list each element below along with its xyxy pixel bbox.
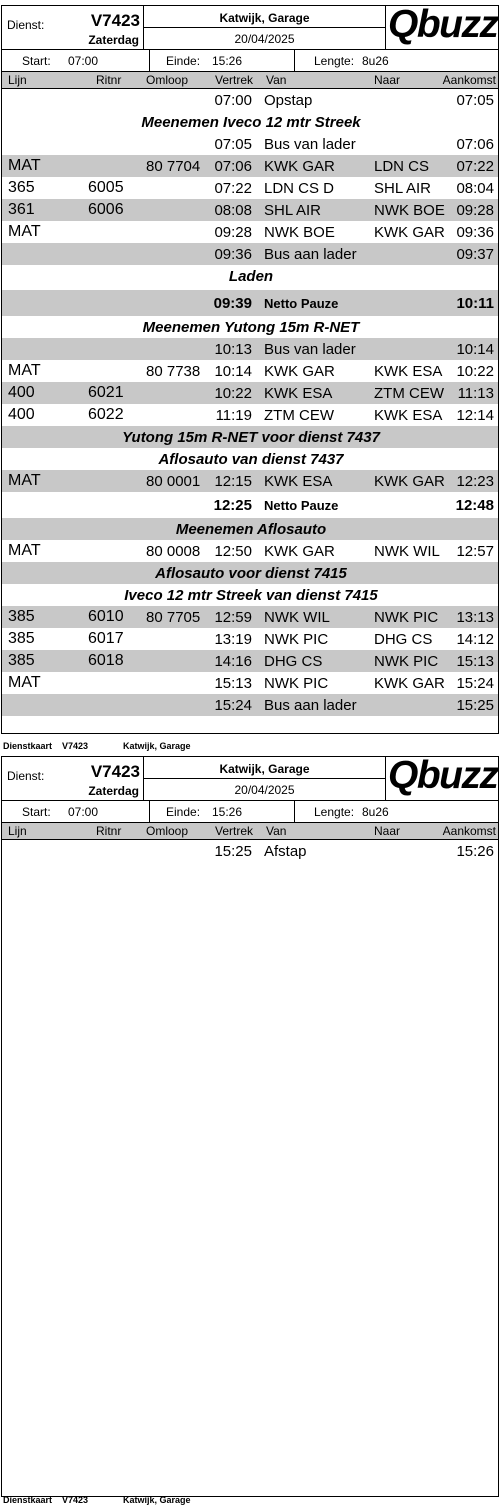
cell-naar: KWK ESA bbox=[374, 363, 443, 380]
col-lijn: Lijn bbox=[8, 73, 27, 87]
trip-row bbox=[2, 540, 498, 562]
cell-van: NWK PIC bbox=[264, 675, 329, 692]
dienst-number: V7423 bbox=[90, 762, 140, 781]
dienstkaart-page-1 bbox=[0, 0, 500, 752]
cell-ritnr: 6022 bbox=[88, 406, 124, 423]
trip-row bbox=[2, 470, 498, 492]
location: Katwijk, Garage bbox=[219, 762, 310, 776]
cell-van: ZTM CEW bbox=[264, 407, 334, 424]
col-vertrek: Vertrek bbox=[215, 73, 254, 87]
section-title: Aflosauto voor dienst 7415 bbox=[155, 565, 347, 582]
cell-van: NWK BOE bbox=[264, 224, 335, 241]
einde-time: 15:26 bbox=[212, 54, 243, 68]
trip-row bbox=[2, 628, 498, 650]
cell-lijn: MAT bbox=[8, 674, 41, 691]
times-bar bbox=[2, 50, 498, 72]
col-aankomst: Aankomst bbox=[442, 824, 496, 838]
section-header bbox=[2, 518, 498, 540]
cell-aankomst: 12:57 bbox=[456, 543, 494, 560]
dienstkaart-page-2 bbox=[0, 752, 500, 1512]
cell-vertrek: 09:28 bbox=[214, 224, 252, 241]
cell-aankomst: 07:05 bbox=[456, 92, 494, 109]
trip-row bbox=[2, 840, 498, 862]
date: 20/04/2025 bbox=[234, 783, 295, 797]
trip-table bbox=[2, 840, 498, 862]
cell-lijn: 400 bbox=[8, 406, 35, 423]
trip-row bbox=[2, 404, 498, 426]
day-of-week: Zaterdag bbox=[88, 33, 139, 47]
cell-aankomst: 09:37 bbox=[456, 246, 494, 263]
page-header bbox=[2, 3, 498, 50]
cell-vertrek: 09:36 bbox=[214, 246, 252, 263]
page-header bbox=[2, 754, 498, 801]
einde-time: 15:26 bbox=[212, 805, 243, 819]
cell-naar: NWK WIL bbox=[374, 543, 440, 560]
cell-aankomst: 09:36 bbox=[456, 224, 494, 241]
section-header bbox=[2, 111, 498, 133]
cell-naar: KWK GAR bbox=[374, 224, 445, 241]
lengte-value: 8u26 bbox=[362, 805, 389, 819]
cell-van: NWK PIC bbox=[264, 631, 329, 648]
cell-vertrek: 10:22 bbox=[214, 385, 252, 402]
cell-vertrek: 12:15 bbox=[214, 473, 252, 490]
cell-vertrek: 12:25 bbox=[213, 497, 252, 514]
cell-van: KWK ESA bbox=[264, 385, 333, 402]
qbuzz-logo: Qbuzz bbox=[388, 3, 498, 46]
cell-aankomst: 15:13 bbox=[456, 653, 494, 670]
col-vertrek: Vertrek bbox=[215, 824, 254, 838]
cell-van: LDN CS D bbox=[264, 180, 335, 197]
trip-row bbox=[2, 650, 498, 672]
pause-row bbox=[2, 492, 498, 518]
pause-row bbox=[2, 290, 498, 316]
start-time: 07:00 bbox=[68, 54, 99, 68]
cell-aankomst: 14:12 bbox=[456, 631, 494, 648]
cell-vertrek: 12:50 bbox=[214, 543, 252, 560]
col-naar: Naar bbox=[374, 73, 401, 87]
cell-van: Bus aan lader bbox=[264, 697, 357, 714]
cell-lijn: 365 bbox=[8, 179, 35, 196]
page-frame bbox=[1, 5, 499, 734]
cell-omloop: 80 0001 bbox=[146, 473, 201, 490]
cell-van: Bus van lader bbox=[264, 341, 356, 358]
cell-van: Bus van lader bbox=[264, 136, 356, 153]
dienst-number: V7423 bbox=[90, 11, 140, 30]
footer-location: Katwijk, Garage bbox=[123, 741, 191, 751]
start-label: Start: bbox=[22, 805, 51, 819]
section-title: Meenemen Aflosauto bbox=[175, 521, 327, 538]
cell-vertrek: 08:08 bbox=[214, 202, 252, 219]
einde-label: Einde: bbox=[166, 54, 201, 68]
trip-row bbox=[2, 221, 498, 243]
trip-row bbox=[2, 243, 498, 265]
cell-van: Netto Pauze bbox=[264, 498, 339, 513]
cell-omloop: 80 0008 bbox=[146, 543, 201, 560]
cell-naar: DHG CS bbox=[374, 631, 433, 648]
cell-lijn: MAT bbox=[8, 472, 41, 489]
cell-omloop: 80 7704 bbox=[146, 158, 201, 175]
date: 20/04/2025 bbox=[234, 32, 295, 46]
trip-row bbox=[2, 672, 498, 694]
cell-ritnr: 6010 bbox=[88, 608, 124, 625]
cell-vertrek: 10:13 bbox=[214, 341, 252, 358]
column-header bbox=[2, 72, 498, 89]
page-frame bbox=[1, 756, 499, 1497]
cell-naar: ZTM CEW bbox=[374, 385, 444, 402]
dienst-label: Dienst: bbox=[7, 769, 45, 783]
cell-van: DHG CS bbox=[264, 653, 323, 670]
cell-vertrek: 07:00 bbox=[214, 92, 252, 109]
cell-vertrek: 15:24 bbox=[214, 697, 252, 714]
cell-lijn: 385 bbox=[8, 608, 35, 625]
einde-label: Einde: bbox=[166, 805, 201, 819]
cell-aankomst: 12:23 bbox=[456, 473, 494, 490]
lengte-label: Lengte: bbox=[314, 54, 355, 68]
cell-lijn: 385 bbox=[8, 652, 35, 669]
times-bar bbox=[2, 801, 498, 823]
col-van: Van bbox=[266, 73, 287, 87]
dienst-label: Dienst: bbox=[7, 18, 45, 32]
footer-location: Katwijk, Garage bbox=[123, 1495, 191, 1505]
cell-naar: KWK GAR bbox=[374, 675, 445, 692]
cell-naar: SHL AIR bbox=[374, 180, 431, 197]
location: Katwijk, Garage bbox=[219, 11, 310, 25]
trip-row bbox=[2, 155, 498, 177]
cell-aankomst: 15:26 bbox=[456, 843, 494, 860]
cell-lijn: 361 bbox=[8, 201, 35, 218]
col-lijn: Lijn bbox=[8, 824, 27, 838]
footer-dienst: V7423 bbox=[62, 1495, 89, 1505]
section-title: Yutong 15m R-NET voor dienst 7437 bbox=[122, 429, 380, 446]
cell-omloop: 80 7705 bbox=[146, 609, 201, 626]
cell-naar: NWK PIC bbox=[374, 653, 439, 670]
cell-ritnr: 6017 bbox=[88, 630, 124, 647]
trip-row bbox=[2, 360, 498, 382]
section-title: Aflosauto van dienst 7437 bbox=[158, 451, 344, 468]
cell-aankomst: 07:22 bbox=[456, 158, 494, 175]
section-header bbox=[2, 584, 498, 606]
section-title: Meenemen Iveco 12 mtr Streek bbox=[141, 114, 361, 131]
footer-dienst: V7423 bbox=[62, 741, 89, 751]
cell-van: KWK GAR bbox=[264, 363, 335, 380]
cell-aankomst: 08:04 bbox=[456, 180, 494, 197]
cell-naar: LDN CS bbox=[374, 158, 430, 175]
qbuzz-logo: Qbuzz bbox=[388, 754, 498, 797]
cell-van: Afstap bbox=[264, 843, 307, 860]
section-header bbox=[2, 426, 498, 448]
cell-naar: KWK GAR bbox=[374, 473, 445, 490]
section-header bbox=[2, 316, 498, 338]
col-ritnr: Ritnr bbox=[96, 824, 122, 838]
cell-vertrek: 12:59 bbox=[214, 609, 252, 626]
location-box bbox=[144, 757, 386, 800]
cell-van: SHL AIR bbox=[264, 202, 321, 219]
cell-vertrek: 10:14 bbox=[214, 363, 252, 380]
start-label: Start: bbox=[22, 54, 51, 68]
cell-lijn: 400 bbox=[8, 384, 35, 401]
cell-naar: KWK ESA bbox=[374, 407, 443, 424]
section-title: Meenemen Yutong 15m R-NET bbox=[142, 319, 360, 336]
cell-van: NWK WIL bbox=[264, 609, 330, 626]
cell-vertrek: 14:16 bbox=[214, 653, 252, 670]
logo-box bbox=[386, 3, 499, 49]
trip-row bbox=[2, 199, 498, 221]
cell-vertrek: 11:19 bbox=[215, 407, 252, 424]
cell-aankomst: 10:14 bbox=[456, 341, 494, 358]
cell-aankomst: 10:11 bbox=[456, 295, 494, 312]
section-title: Iveco 12 mtr Streek van dienst 7415 bbox=[124, 587, 378, 604]
trip-row bbox=[2, 606, 498, 628]
cell-aankomst: 10:22 bbox=[456, 363, 494, 380]
cell-ritnr: 6018 bbox=[88, 652, 124, 669]
cell-omloop: 80 7738 bbox=[146, 363, 201, 380]
cell-ritnr: 6021 bbox=[88, 384, 124, 401]
cell-aankomst: 09:28 bbox=[456, 202, 494, 219]
cell-lijn: MAT bbox=[8, 223, 41, 240]
cell-lijn: MAT bbox=[8, 362, 41, 379]
cell-vertrek: 07:05 bbox=[214, 136, 252, 153]
cell-van: KWK GAR bbox=[264, 158, 335, 175]
dienst-box bbox=[2, 757, 144, 800]
section-header bbox=[2, 562, 498, 584]
location-box bbox=[144, 6, 386, 49]
footer-label: Dienstkaart bbox=[3, 741, 53, 751]
col-van: Van bbox=[266, 824, 287, 838]
cell-lijn: MAT bbox=[8, 542, 41, 559]
cell-lijn: MAT bbox=[8, 157, 41, 174]
cell-ritnr: 6005 bbox=[88, 179, 124, 196]
cell-vertrek: 13:19 bbox=[214, 631, 252, 648]
cell-van: Netto Pauze bbox=[264, 296, 339, 311]
trip-row bbox=[2, 133, 498, 155]
col-omloop: Omloop bbox=[146, 73, 189, 87]
cell-ritnr: 6006 bbox=[88, 201, 124, 218]
day-of-week: Zaterdag bbox=[88, 784, 139, 798]
cell-van: KWK ESA bbox=[264, 473, 333, 490]
cell-aankomst: 11:13 bbox=[457, 385, 494, 402]
cell-lijn: 385 bbox=[8, 630, 35, 647]
cell-naar: NWK PIC bbox=[374, 609, 439, 626]
dienst-box bbox=[2, 6, 144, 49]
col-ritnr: Ritnr bbox=[96, 73, 122, 87]
cell-vertrek: 15:13 bbox=[214, 675, 252, 692]
column-header bbox=[2, 823, 498, 840]
cell-aankomst: 12:14 bbox=[456, 407, 494, 424]
trip-row bbox=[2, 338, 498, 360]
footer-label: Dienstkaart bbox=[3, 1495, 53, 1505]
trip-table bbox=[2, 89, 498, 716]
col-naar: Naar bbox=[374, 824, 401, 838]
section-header bbox=[2, 448, 498, 470]
trip-row bbox=[2, 382, 498, 404]
cell-naar: NWK BOE bbox=[374, 202, 445, 219]
trip-row bbox=[2, 694, 498, 716]
cell-aankomst: 15:24 bbox=[456, 675, 494, 692]
cell-van: Opstap bbox=[264, 92, 313, 109]
lengte-value: 8u26 bbox=[362, 54, 389, 68]
logo-box bbox=[386, 754, 499, 800]
cell-vertrek: 07:22 bbox=[214, 180, 252, 197]
cell-aankomst: 13:13 bbox=[456, 609, 494, 626]
cell-vertrek: 09:39 bbox=[213, 295, 252, 312]
cell-vertrek: 07:06 bbox=[214, 158, 252, 175]
start-time: 07:00 bbox=[68, 805, 99, 819]
cell-van: KWK GAR bbox=[264, 543, 335, 560]
trip-row bbox=[2, 177, 498, 199]
trip-row bbox=[2, 89, 498, 111]
lengte-label: Lengte: bbox=[314, 805, 355, 819]
section-header bbox=[2, 265, 498, 290]
col-omloop: Omloop bbox=[146, 824, 189, 838]
cell-vertrek: 15:25 bbox=[214, 843, 252, 860]
section-title: Laden bbox=[228, 268, 274, 285]
col-aankomst: Aankomst bbox=[442, 73, 496, 87]
cell-aankomst: 12:48 bbox=[455, 497, 494, 514]
cell-van: Bus aan lader bbox=[264, 246, 357, 263]
cell-aankomst: 07:06 bbox=[456, 136, 494, 153]
cell-aankomst: 15:25 bbox=[456, 697, 494, 714]
